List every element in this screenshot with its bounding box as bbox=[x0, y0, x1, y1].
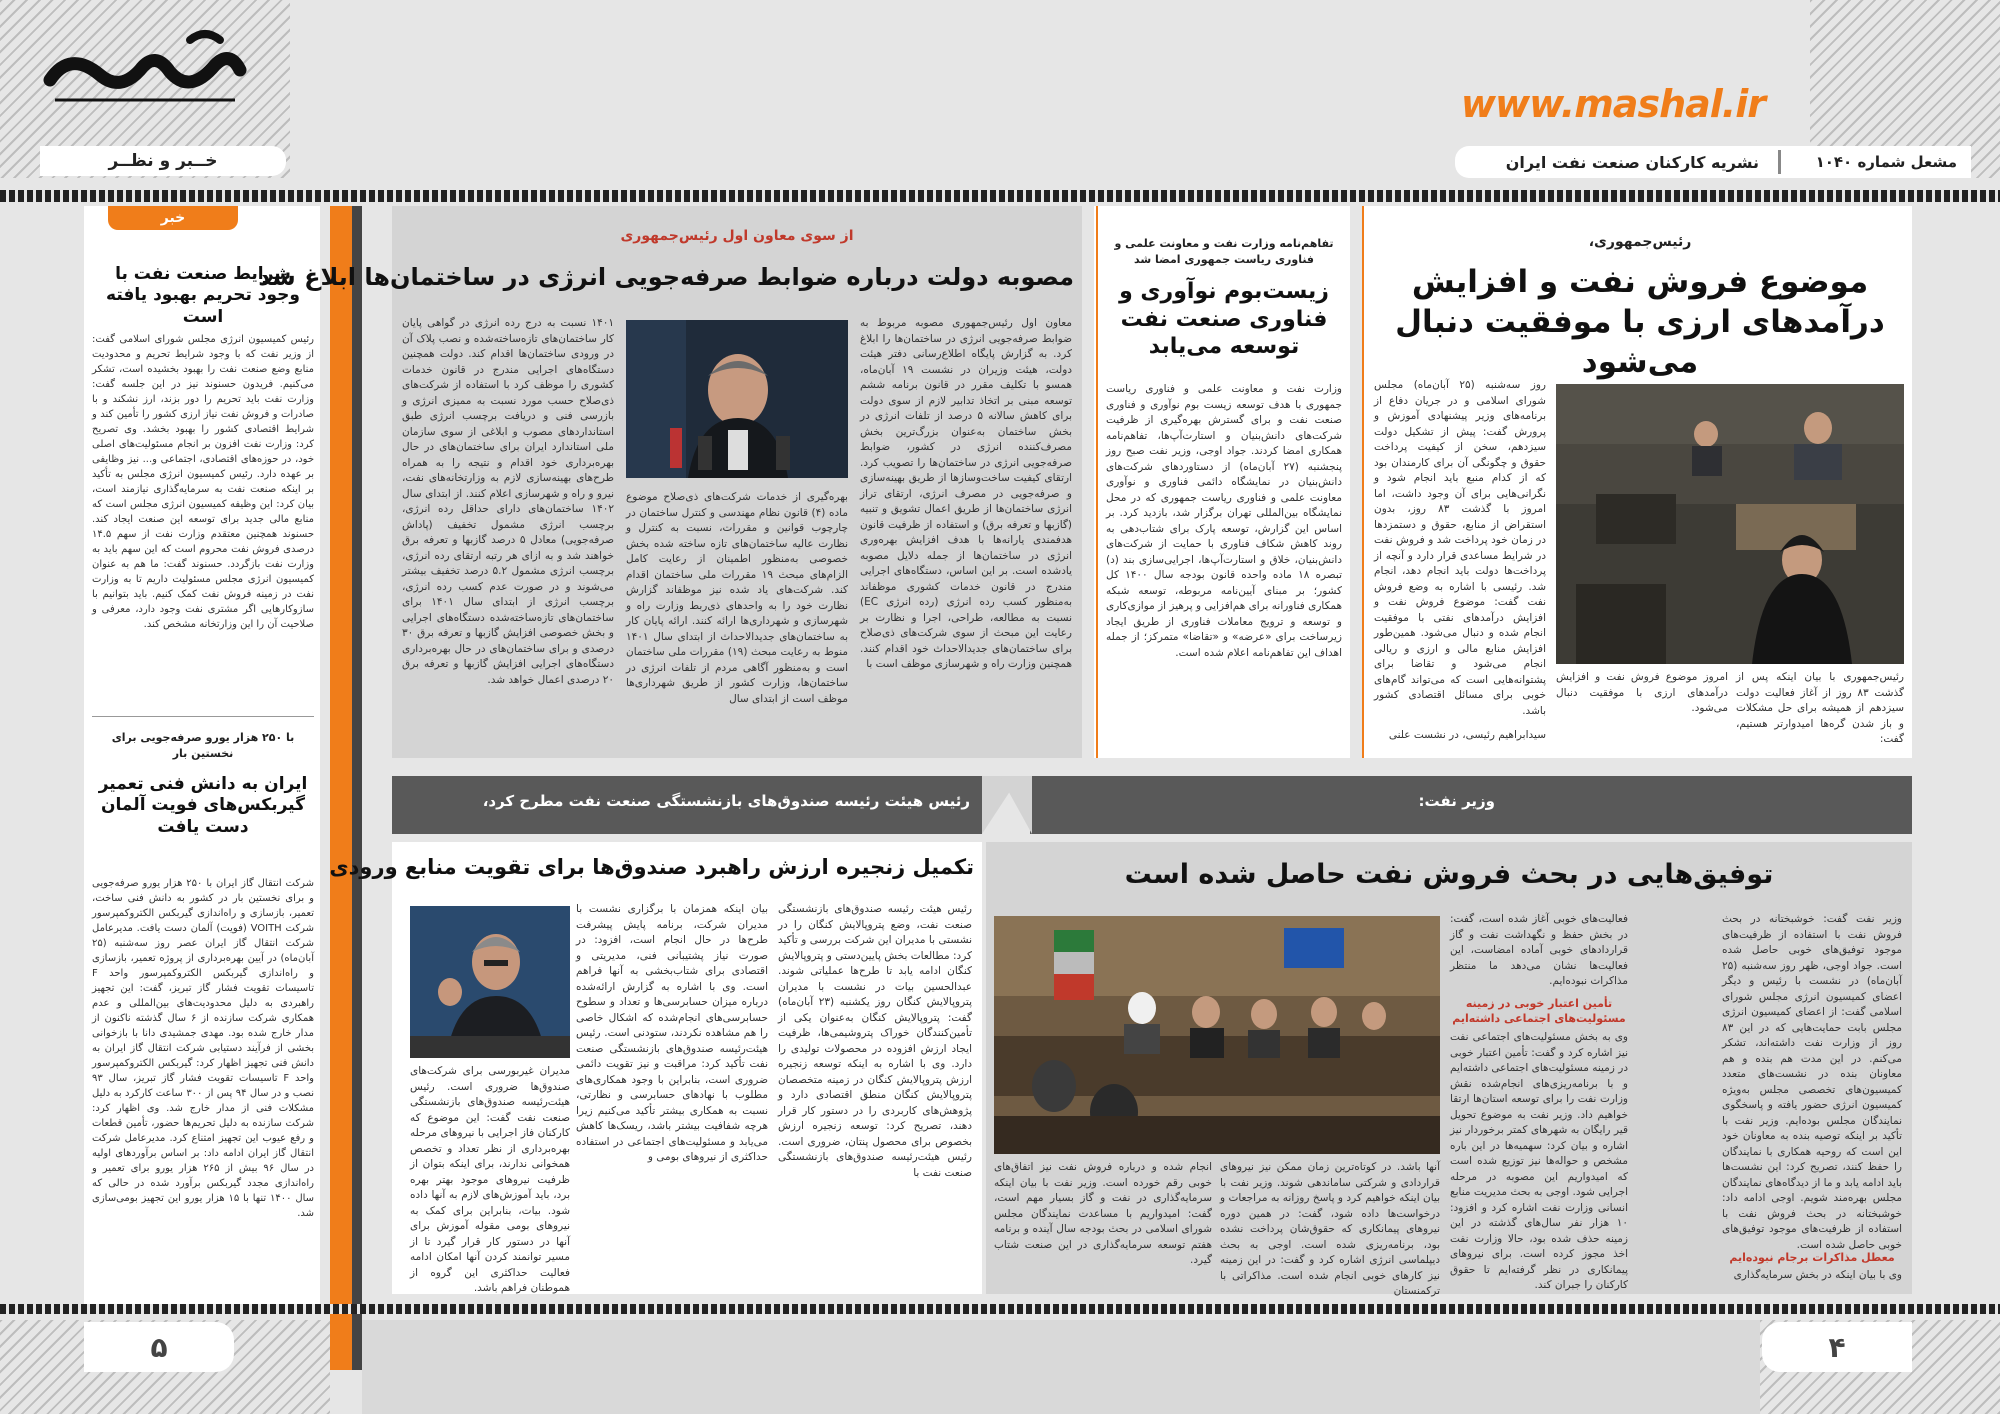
oil-sales-col1: وزیر نفت گفت: خوشبختانه در بحث فروش نفت با استفاده از ظرفیت‌های موجود توفیق‌های خوبی حاصل شده است. جواد اوجی، ظهر روز سه‌شنبه (۲۵ آبان‌ماه) در نشست با رئیس و دیگر اعضای کمیسیون انرژی مجلس شورای اسلامی گفت: از اعضای کمیسیون انرژی مجلس بابت حمایت‌هایی که در این ۸۳ روز از وزارت نفت داشته‌اند، تشکر می‌کنم. در این مدت هم بنده و هم معاونان بنده در نشست‌های متعدد کمیسیون‌های تخصصی مجلس به‌ویژه کمیسیون انرژی حضور یافته و پاسخگوی نمایندگان مجلس بوده‌ایم. وزیر نفت با تأکید بر اینکه توصیه بنده به معاونان خود این است که روحیه همکاری با نمایندگان را حفظ کنند، تصریح کرد: این نشست‌ها باید ادامه یابد و ما از دیدگاه‌های نمایندگان مجلس بهره‌مند شویم. اوجی ادامه داد: خوشبختانه در بحث فروش نفت با استفاده از ظرفیت‌های موجود توفیق‌های خوبی حاصل شده است. bbox=[1722, 913, 1902, 1251]
minister-meeting-photo bbox=[994, 916, 1440, 1154]
innovation-article-body: وزارت نفت و معاونت علمی و فناوری ریاست جمهوری با هدف توسعه زیست بوم نوآوری و فناوری صنعت نفت و برای گسترش بهره‌گیری از ظرفیت شرکت‌های دانش‌بنیان و استارت‌آپ‌ها، تفاهم‌نامه همکاری امضا کردند. جواد اوجی، وزیر نفت صبح روز پنجشنبه (۲۷ آبان‌ماه) از دستاوردهای شرکت‌های دانش‌بنیان در نمایشگاه دائمی فناوری و نوآوری معاونت علمی و فناوری ریاست جمهوری که در محل نمایشگاه بین‌المللی تهران برگزار شد، بازدید کرد. بر اساس این گزارش، توسعه پارک برای شتاب‌دهی به روند کاهش شکاف فناوری با حمایت از شرکت‌های دانش‌بنیان، خلاق و استارت‌آپ‌ها، اجرایی‌سازی بند (د) تبصره ۱۸ ماده واحده قانون بودجه سال ۱۴۰۰ کل کشور؛ بر مبنای آیین‌نامه مربوطه، توسعه شبکه همکاری فناورانه برای هم‌افزایی و پرهیز از موازی‌کاری و توسعه و ترویج معاملات فناوری از طریق ایجاد زیرساخت برای «عرضه» و «تقاضا» متمرکز؛ از جمله اهداف این تفاهم‌نامه اعلام شده است. bbox=[1106, 383, 1342, 659]
raisi-article-kicker: رئیس‌جمهوری، bbox=[1588, 234, 1692, 250]
section-label: خــبر و نظــر bbox=[40, 146, 286, 176]
energy-article-kicker: از سوی معاون اول رئیس‌جمهوری bbox=[620, 228, 854, 244]
oil-minister-bar-text: وزیر نفت: bbox=[1418, 792, 1495, 810]
page-number-left: ۵ bbox=[150, 1330, 168, 1364]
raisi-left-rule bbox=[1362, 206, 1364, 758]
oil-sales-col1b: وی با بیان اینکه در بخش سرمایه‌گذاری bbox=[1733, 1269, 1902, 1281]
header-rule bbox=[0, 190, 2000, 202]
oil-sales-col2: فعالیت‌های خوبی آغاز شده است، گفت: در بخش حفظ و نگهداشت نفت و گاز قراردادهای خوبی آماده امضاست، این فعالیت‌ها نشان می‌دهد ما منتظر مذاکرات نبوده‌ایم. bbox=[1450, 913, 1628, 987]
publication-desc: نشریه کارکنان صنعت نفت ایران bbox=[1505, 152, 1759, 172]
page-number-left-box bbox=[84, 1322, 234, 1372]
news-story1-body: رئیس کمیسیون انرژی مجلس شورای اسلامی گفت: از وزیر نفت که با وجود شرایط تحریم و محدودیت منابع وضع صنعت نفت را بهبود بخشیده است، تشکر می‌کنیم. فریدون حسنوند نیز در این جلسه گفت: وزارت نفت باید تحریم را دور بزند، ارز نشکند و با صادرات و فروش نفت نیاز ارزی کشور را تأمین کند و شرایط اقتصادی کشور را بهبود بخشد. وی تصریح کرد: وزارت نفت افزون بر انجام مسئولیت‌های اصلی خود، در حوزه‌های اقتصادی، اجتماعی و... نیز وظایفی بر عهده دارد. رئیس کمیسیون انرژی مجلس به تأکید بر اینکه صنعت نفت به سرمایه‌گذاری نیازمند است، بیان کرد: این وظیفه کمیسیون انرژی مجلس است که منابع مالی جدید برای توسعه این صنعت ایجاد کند. حسنوند همچنین معتقدم وزارت نفت از سهم ۱۴.۵ درصدی فروش نفت محروم است که این سهم باید به وزارت نفت بازگردد. حسنوند گفت: ما هم به عنوان کمیسیون انرژی مجلس مسئولیت داریم تا به وزارت نفت در زمینه فروش نفت کمک کنیم. باید بتوانیم با سازوکارهایی اگر مشتری نفت وجود دارد، معرفی و صلاحیت آن را این وزارتخانه مشخص کند. bbox=[92, 334, 314, 630]
issue-bar bbox=[1455, 146, 1971, 178]
news-tab: خبر bbox=[108, 206, 238, 230]
pension-article-col2: بیان اینکه همزمان با برگزاری نشست با مدیران شرکت، برنامه پایش پیشرفت طرح‌ها در حال انجام است، افزود: در صورت نیاز پشتیبانی فنی، مدیریتی و اقتصادی برای شتاب‌بخشی به آنها فراهم است. وی با اشاره به گزارش ارائه‌شده درباره میزان حسابرسی‌ها و تعداد و سطوح حسابرسی‌های انجام‌شده که اشکال خاصی را هم مشاهده نکردند، ستودنی است. رئیس هیئت‌رئیسه صندوق‌های بازنشستگی صنعت نفت تأکید کرد: مراقبت و نیز تقویت دائمی ضروری است، بنابراین با وجود همکاری‌های مطلوب با نهادهای حسابرسی و نظارتی، نسبت به همکاری بیشتر تأکید می‌کنیم زیرا هرچه شفافیت بیشتر باشد، ریسک‌ها کاهش می‌یابد و مسئولیت‌های اجتماعی در استفاده حداکثری از نیروهای بومی و bbox=[576, 903, 768, 1163]
mokhber-photo bbox=[626, 320, 848, 478]
raisi-article-headline: موضوع فروش نفت و افزایش درآمدهای ارزی با موفقیت دنبال می‌شود bbox=[1395, 264, 1885, 380]
energy-article-headline: مصوبه دولت درباره ضوابط صرفه‌جویی انرژی در ساختمان‌ها ابلاغ شد bbox=[258, 263, 1074, 291]
pension-article-headline: تکمیل زنجیره ارزش راهبرد صندوق‌ها برای تقویت منابع ورودی bbox=[329, 855, 974, 879]
oil-sales-col4: انجام شده و درباره فروش نفت نیز اتفاق‌های خوبی رقم خورده است. وزیر نفت با بیان اینکه سرمایه‌گذاری در نفت و گاز بسیار مهم است، گفت: امیدواریم با مساعدت نمایندگان مجلس شورای اسلامی در بحث بودجه سال آینده و برنامه هفتم توسعه سرمایه‌گذاری در این صنعت شتاب گیرد. bbox=[994, 1161, 1212, 1266]
page-gutter bbox=[330, 206, 352, 1370]
issue-divider bbox=[1778, 150, 1781, 174]
news-story2-kicker: با ۲۵۰ هزار یورو صرفه‌جویی برای نخستین بار bbox=[111, 731, 295, 760]
raisi-article-body: روز سه‌شنبه (۲۵ آبان‌ماه) مجلس شورای اسلامی و در جریان دفاع از برنامه‌های وزیر پیشنهادی آموزش و پرورش گفت: پیش از تشکیل دولت سیزدهم، سخن از کیفیت پرداخت حقوق و چگونگی آن برای کارمندان بود که از کدام منبع باید انجام شود و نگرانی‌هایی برای آن وجود داشت، اما امروز با گذشت ۸۳ روز، بدون استقراض از منابع، حقوق و دستمزدها در زمان خود پرداخت شد و فروش نفت در شرایط مساعدی قرار دارد و آنچه از پرداخت‌ها دولت باید انجام دهد، انجام شد. رئیسی با اشاره به وضع فروش نفت گفت: موضوع فروش نفت و افزایش درآمدهای نفتی با موفقیت انجام شده و دنبال می‌شود. همین‌طور افزایش منابع مالی و ارزی و ریالی انجام می‌شود و تقاضا برای پشتوانه‌هایی است که می‌تواند گام‌های خوبی برای مسائل اقتصادی کشور باشد. bbox=[1374, 379, 1546, 717]
pension-article-col1: رئیس هیئت رئیسه صندوق‌های بازنشستگی صنعت نفت، وضع پتروپالایش کنگان را در نشستی با مدیران این شرکت بررسی و تأکید کرد: مطالعات بخش پایین‌دستی و پتروپالایش کنگان ادامه یابد تا طرح‌ها عملیاتی شوند. عبدالحسین بیات در نشست با مدیران پتروپالایش کنگان روز یکشنبه (۲۳ آبان‌ماه) گفت: پتروپالایش کنگان به‌عنوان یکی از تأمین‌کنندگان خوراک پتروشیمی‌ها، ظرفیت ایجاد ارزش افزوده در محصولات تولیدی را دارد. وی با اشاره به اینکه توسعه زنجیره ارزش پتروپالایش کنگان در زمینه متخصصان پتروپالایش کنگان منطق اقتصادی دارد و پژوهش‌های کاربردی را در دستور کار قرار دهند، تصریح کرد: توسعه زنجیره ارزش بخصوص برای محصول پنتان، ضروری است. رئیس هیئت‌رئیسه صندوق‌های بازنشستگی صنعت نفت با bbox=[778, 903, 972, 1179]
page-gutter-inner bbox=[352, 206, 362, 1370]
news-story1-headline: شرایط صنعت نفت با وجود تحریم بهبود یافته است bbox=[106, 264, 300, 327]
oil-sales-col2b: وی به بخش مسئولیت‌های اجتماعی نفت نیز اشاره کرد و گفت: تأمین اعتبار خوبی در زمینه مسئولیت‌های اجتماعی داشته‌ایم و با برنامه‌ریزی‌های انجام‌شده نقش وزارت نفت را برای توسعه استان‌ها ارتقا خواهیم داد. وزیر نفت به موضوع تحویل قیر رایگان به شهرهای کمتر برخوردار نیز اشاره و بیان کرد: سهمیه‌ها در این باره مشخص و حواله‌ها نیز توزیع شده است که امیدواریم این مصوبه در مرحله اجرایی شود. اوجی به بحث مدیریت منابع انسانی وزارت نفت اشاره کرد و افزود: ۱۰ هزار نفر سال‌های گذشته در این زمینه حذف شده بود، حالا وزارت نفت اخذ مجوز کرده است. برای نیروهای پیمانکاری در نظر گرفته‌ایم تا حقوق کارکنان را جبران کند. bbox=[1450, 1031, 1628, 1291]
news-story2-body: شرکت انتقال گاز ایران با ۲۵۰ هزار یورو صرفه‌جویی و برای نخستین بار در کشور به دانش فنی ساخت، تعمیر، بازسازی و راه‌اندازی گیربکس الکتروکمپرسور شرکت VOITH (فویت) آلمان دست یافت. مدیرعامل شرکت انتقال گاز ایران عصر روز سه‌شنبه (۲۵ آبان‌ماه) در آیین بهره‌برداری از پروژه تعمیر، بازسازی و راه‌اندازی گیربکس الکتروکمپرسور واحد F تاسیسات تقویت فشار گاز تبریز، گفت: این تجهیز راهبردی به دلیل محدودیت‌های بین‌المللی و عدم همکاری شرکت سازنده از ۶ سال گذشته ناکنون از مدار خارج شده بود. مهدی جمشیدی دانا با بازخوانی بخشی از فرآیند دستیابی شرکت انتقال گاز ایران به دانش فنی تجهیز اظهار کرد: گیربکس الکتروکمپرسور واحد F تاسیسات تقویت فشار گاز تبریز، سال ۹۳ نصب و در سال ۹۴ پس از ۳۰۰ ساعت کارکرد به دلیل مشکلات فنی از مدار خارج شد. وی اظهار کرد: شرکت سازنده به دلیل تحریم‌ها حضور، تأمین قطعات و رفع عیوب این تجهیز امتناع کرد. مدیرعامل شرکت انتقال گاز ایران ادامه داد: بر اساس برآوردهای اولیه در سال ۹۶ بیش از ۲۶۵ هزار یورو برای تعمیر و راه‌اندازی مجدد گیربکس برآورد شده در حالی که سال ۱۴۰۰ تنها با ۱۵ هزار یورو این تجهیز بومی‌سازی شد. bbox=[92, 878, 315, 1219]
footer-center-gray bbox=[362, 1320, 1760, 1414]
pension-article-col3: مدیران غیربورسی برای شرکت‌های صندوق‌ها ضروری است. رئیس هیئت‌رئیسه صندوق‌های بازنشستگی صنعت نفت گفت: این موضوع که کارکنان فاز اجرایی با نیروهای مرحله بهره‌برداری از نظر تعداد و تخصص همخوانی ندارند، برای اینکه بتوان از ظرفیت نیروهای موجود بهتر بهره برد، باید آموزش‌های لازم به آنها داده شود. بیات، بنابراین برای کمک به نیروهای بومی مقوله آموزش برای آنها در دستور کار قرار گیرد تا از مسیر توانمند کردن آنها امکان ادامه فعالیت حداکثری این گروه از همو‌طنان فراهم باشد. bbox=[410, 1065, 570, 1294]
bayat-photo bbox=[410, 906, 570, 1058]
news-story2-headline: ایران به دانش فنی تعمیر گیربکس‌های فویت آلمان دست یافت bbox=[98, 774, 308, 837]
pension-bar-text: رئیس هیئت رئیسه صندوق‌های بازنشستگی صنعت نفت مطرح کرد، bbox=[482, 792, 970, 810]
raisi-caption: سیدابراهیم رئیسی، در نشست علنی bbox=[1388, 729, 1546, 741]
footer-rule bbox=[0, 1304, 2000, 1314]
issue-number: مشعل شماره ۱۰۴۰ bbox=[1815, 153, 1957, 171]
innovation-article-headline: زیست‌بوم نوآوری و فناوری صنعت نفت توسعه می‌یابد bbox=[1119, 279, 1329, 359]
page-number-right: ۴ bbox=[1828, 1330, 1846, 1364]
raisi-body-2: رئیس‌جمهوری با بیان اینکه پس از گذشت ۸۳ روز از آغاز فعالیت دولت سیزدهم از همیشه برای حل مشکلات و باز شدن گره‌ها امیدوارتر هستیم، گفت: bbox=[1736, 671, 1904, 745]
mashal-logo bbox=[40, 20, 250, 115]
news-divider bbox=[92, 716, 314, 717]
oil-sales-sub2: تأمین اعتبار خوبی در زمینه مسئولیت‌های اجتماعی داشته‌ایم bbox=[1452, 997, 1626, 1025]
energy-article-col2: بهره‌گیری از خدمات شرکت‌های ذی‌صلاح موضوع ماده (۴) قانون نظام مهندسی و کنترل ساختمان در چارچوب قوانین و مقررات، نسبت به کنترل و نظارت عالیه ساختمان‌های تازه ساخته شده بخش خصوصی به‌منظور اطمینان از رعایت کامل الزام‌های مبحث ۱۹ مقررات ملی ساختمان اقدام کند. شرکت‌های یاد شده نیز موظفاند گزارش نظارت خود را به واحدهای ذی‌ربط وزارت راه و شهرسازی و شهرداری‌ها ارائه کنند. ارائه پایان کار به ساختمان‌های جدیدالاحداث از ابتدای سال ۱۴۰۱ منوط به رعایت مبحث (۱۹) مقررات ملی ساختمان است و به‌منظور آگاهی مردم از تلفات انرژی در ساختمان‌ها، وزارت کشور از طریق شهرداری‌ها موظف است از ابتدای سال bbox=[626, 491, 848, 705]
website-url[interactable]: www.mashal.ir bbox=[1460, 82, 1765, 126]
oil-sales-sub1: معطل مذاکرات برجام نبوده‌ایم bbox=[1729, 1251, 1895, 1264]
innovation-article-kicker: تفاهم‌نامه وزارت نفت و معاونت علمی و فناوری ریاست جمهوری امضا شد bbox=[1114, 237, 1334, 266]
parliament-photo bbox=[1556, 384, 1904, 664]
raisi-body-3: امروز موضوع فروش نفت و افزایش درآمدهای ارزی با موفقیت دنبال می‌شود. bbox=[1556, 671, 1728, 714]
oil-sales-article-headline: توفیق‌هایی در بحث فروش نفت حاصل شده است bbox=[1124, 859, 1774, 890]
oil-sales-col3: آنها باشد. در کوتاه‌ترین زمان ممکن نیز نیروهای قراردادی و شرکتی ساماندهی شوند. وزیر نفت با بیان اینکه خواهیم کرد و پاسخ روزانه به مراجعات و درخواست‌ها داده شود، گفت: در همین دوره نیروهای پیمانکاری که حقوق‌شان پرداخت نشده بود، برنامه‌ریزی شده است. اوجی به بحث دیپلماسی انرژی اشاره کرد و گفت: در این زمینه نیز کارهای خوبی انجام شده است. مذاکراتی با ترکمنستان bbox=[1220, 1161, 1440, 1297]
energy-article-col3: ۱۴۰۱ نسبت به درج رده انرژی در گواهی پایان کار ساختمان‌های تازه‌ساخته‌شده و نصب پلاک آن در ورودی ساختمان‌ها اقدام کند. دولت همچنین دستگاه‌های اجرایی مندرج در قانون خدمات کشوری را موظف کرد با استفاده از شرکت‌های ذی‌صلاح حسب مورد نسبت به ممیزی انرژی و بازرسی فنی و دریافت برچسب انرژی طبق استانداردهای مصوب و ابلاغی از سوی سازمان ملی استاندارد ایران برای ساختمان‌های در حال بهره‌برداری خود اقدام و نتیجه را به همراه طرح‌های بهینه‌سازی لازم به وزارتخانه‌های نفت، نیرو و راه و شهرسازی اعلام کنند. از ابتدای سال ۱۴۰۲ ساختمان‌های دارای حداقل رده انرژی، برچسب انرژی مشمول تخفیف (پاداش صرفه‌جویی) معادل ۵ درصد گازبها و تعرفه برق خواهند شد و به ازای هر رتبه ارتقای رده انرژی، برچسب انرژی مشمول ۵.۲ درصد تخفیف بیشتر می‌شوند و در صورت عدم کسب رده انرژی، برچسب انرژی از ابتدای سال ۱۴۰۱ برای ساختمان‌های تازه‌ساخته‌شده دستگاه‌های اجرایی و بخش خصوصی افزایش گازبها و تعرفه برق ۳۰ درصدی و برای ساختمان‌های در حال بهره‌برداری دستگاه‌های اجرایی افزایش گازبها و تعرفه برق ۲۰ درصدی اعمال خواهد شد. bbox=[402, 317, 614, 686]
page-number-right-box bbox=[1762, 1322, 1912, 1372]
energy-article-col1: معاون اول رئیس‌جمهوری مصوبه مربوط به ضوابط صرفه‌جویی انرژی در ساختمان‌ها را ابلاغ کرد. به گزارش پایگاه اطلاع‌رسانی دفتر هیئت دولت، هیئت وزیران در نشست ۱۹ آبان‌ماه، همسو با تکلیف مقرر در قانون برنامه ششم توسعه مبنی بر اتخاذ تدابیر لازم از سوی دولت برای کاهش سالانه ۵ درصد از تلفات انرژی در بخش ساختمان به‌عنوان بزرگ‌ترین بخش مصرف‌کننده انرژی در کشور، ضوابط صرفه‌جویی انرژی در ساختمان‌ها را تصویب کرد. ارتقای کیفیت ساخت‌وسازها از طریق بهینه‌سازی و صرفه‌جویی در مصرف انرژی، ارتقای تراز انرژی ساختمان‌ها از طریق اعمال تشویق و تنبیه (گازبها و تعرفه برق) و استفاده از ظرفیت قانون هدفمندی یارانه‌ها با هدف افزایش بهره‌وری انرژی در ساختمان‌ها از جمله دلایل مصوبه یادشده است. بر این اساس، دستگاه‌های اجرایی مندرج در قانون خدمات کشوری موظفاند به‌منظور کسب رده انرژی (رده انرژی EC) نسبت به مطالعه، طراحی، اجرا و نظارت بر رعایت این مبحث از سوی شرکت‌های ذی‌صلاح برای ساختمان‌های جدیدالاحداث خود اقدام کنند. همچنین وزارت راه و شهرسازی موظف است با bbox=[860, 317, 1072, 670]
innovation-left-rule bbox=[1096, 206, 1098, 758]
